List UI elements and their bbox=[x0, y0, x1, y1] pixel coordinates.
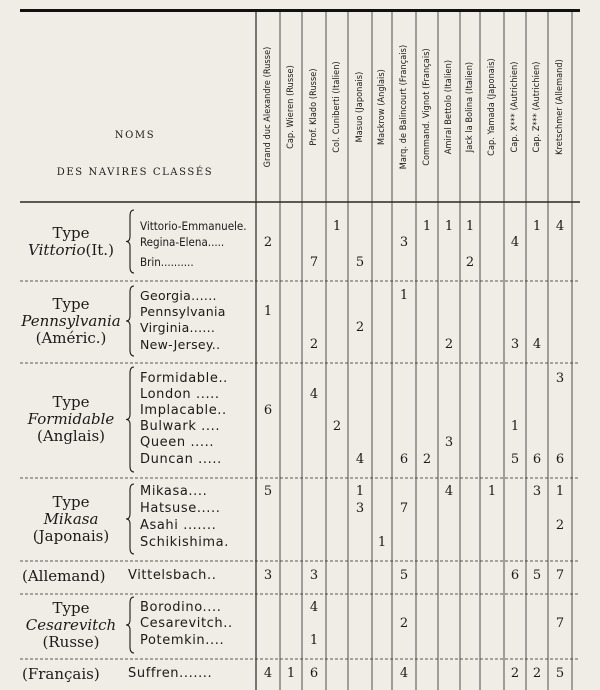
rank-cell: 5 bbox=[510, 452, 520, 467]
type-label-line: (Anglais) bbox=[36, 427, 106, 445]
rank-cell: 6 bbox=[532, 452, 542, 467]
rank-cell: 6 bbox=[263, 403, 273, 418]
column-header-label: Jack la Bolina (Italien) bbox=[465, 61, 475, 153]
rank-cell: 5 bbox=[555, 666, 565, 681]
type-label-line: Type bbox=[52, 492, 90, 511]
top-rule bbox=[20, 9, 580, 12]
rank-cell: 5 bbox=[263, 484, 273, 499]
ship-name: Queen ..... bbox=[140, 435, 215, 450]
column-header bbox=[326, 14, 348, 200]
column-header bbox=[280, 14, 302, 200]
rank-cell: 2 bbox=[263, 235, 273, 250]
rank-cell: 1 bbox=[444, 219, 454, 234]
column-header bbox=[302, 14, 326, 200]
ship-name: London ..... bbox=[140, 387, 220, 402]
rank-cell: 4 bbox=[399, 666, 409, 681]
rank-cell: 3 bbox=[555, 371, 565, 386]
ship-name: Mikasa.... bbox=[140, 484, 208, 499]
rank-cell: 4 bbox=[555, 219, 565, 234]
ship-type-label bbox=[20, 225, 122, 259]
rank-cell: 3 bbox=[309, 568, 319, 583]
type-label-line bbox=[20, 617, 122, 634]
rank-cell: 7 bbox=[399, 501, 409, 516]
rank-cell: 4 bbox=[309, 600, 319, 615]
column-header bbox=[480, 14, 504, 200]
type-name: Formidable bbox=[27, 410, 115, 428]
ship-type-label bbox=[20, 296, 122, 347]
ship-type-label bbox=[20, 494, 122, 545]
rank-cell: 1 bbox=[332, 219, 342, 234]
column-header-label: Command. Vignot (Français) bbox=[422, 48, 432, 166]
rank-cell: 2 bbox=[399, 616, 409, 631]
rank-cell: 1 bbox=[355, 484, 365, 499]
rank-cell: 3 bbox=[355, 501, 365, 516]
rank-cell: 5 bbox=[355, 255, 365, 270]
rank-cell: 3 bbox=[263, 568, 273, 583]
column-header-label: Col. Cuniberti (Italien) bbox=[332, 61, 342, 153]
ship-name: Bulwark .... bbox=[140, 419, 221, 434]
group-brace bbox=[126, 286, 134, 356]
rank-cell: 7 bbox=[309, 255, 319, 270]
rank-cell: 1 bbox=[309, 633, 319, 648]
ship-name: Borodino.... bbox=[140, 600, 222, 615]
column-header-label: Cap. X*** (Autrichien) bbox=[510, 61, 520, 153]
ship-type-label bbox=[20, 394, 122, 445]
column-header bbox=[504, 14, 526, 200]
rank-cell: 4 bbox=[444, 484, 454, 499]
rank-cell: 2 bbox=[510, 666, 520, 681]
rank-cell: 6 bbox=[510, 568, 520, 583]
ship-name: Suffren....... bbox=[128, 666, 213, 681]
column-header bbox=[392, 14, 416, 200]
rank-cell: 1 bbox=[422, 219, 432, 234]
type-label-line: (Japonais) bbox=[32, 526, 110, 545]
rank-cell: 1 bbox=[286, 666, 296, 681]
rank-cell: 7 bbox=[555, 616, 565, 631]
ship-name: Formidable.. bbox=[140, 371, 228, 386]
ship-name: Duncan ..... bbox=[140, 452, 222, 467]
ship-name: Schikishima. bbox=[140, 535, 229, 550]
rank-cell: 3 bbox=[510, 337, 520, 352]
rank-cell: 5 bbox=[399, 568, 409, 583]
column-header-label: Cap. Yamada (Japonais) bbox=[487, 58, 497, 156]
rank-cell: 4 bbox=[309, 387, 319, 402]
group-brace bbox=[126, 367, 134, 472]
column-header bbox=[438, 14, 460, 200]
nation-label: (Allemand) bbox=[22, 567, 106, 585]
type-label-line: Type bbox=[52, 294, 90, 313]
rank-cell: 6 bbox=[399, 452, 409, 467]
rank-cell: 1 bbox=[510, 419, 520, 434]
column-header bbox=[548, 14, 572, 200]
table-title: NOMS bbox=[114, 130, 156, 141]
rank-cell: 1 bbox=[487, 484, 497, 499]
rank-cell: 4 bbox=[510, 235, 520, 250]
type-name: Vittorio bbox=[28, 240, 86, 259]
column-header-label: Masuo (Japonais) bbox=[355, 71, 365, 143]
rank-cell: 6 bbox=[555, 452, 565, 467]
ship-name: Implacable.. bbox=[140, 403, 227, 418]
ship-name: Hatsuse..... bbox=[140, 501, 221, 516]
rank-cell: 4 bbox=[355, 452, 365, 467]
column-header bbox=[256, 14, 280, 200]
rank-cell: 2 bbox=[444, 337, 454, 352]
type-label-line: (Améric.) bbox=[35, 328, 107, 347]
rank-cell: 1 bbox=[465, 219, 475, 234]
column-header-label: Kretschmer (Allemand) bbox=[555, 59, 565, 155]
column-header bbox=[416, 14, 438, 200]
group-brace bbox=[126, 597, 134, 653]
ship-name: Cesarevitch.. bbox=[140, 616, 233, 631]
column-header-label: Amiral Bettolo (Italien) bbox=[444, 59, 454, 155]
type-label-line: Type bbox=[52, 598, 90, 617]
type-name: Pennsylvania bbox=[21, 311, 121, 330]
rank-cell: 2 bbox=[465, 255, 475, 270]
table-subtitle: DES NAVIRES CLASSÉS bbox=[56, 167, 214, 178]
ship-type-label bbox=[20, 600, 122, 651]
ship-name: Brin.......... bbox=[140, 255, 194, 269]
column-header bbox=[372, 14, 392, 200]
column-header-label: Cap. Wieren (Russe) bbox=[286, 65, 296, 149]
type-label-line: (Russe) bbox=[42, 632, 100, 651]
rank-cell: 5 bbox=[532, 568, 542, 583]
rank-cell: 3 bbox=[532, 484, 542, 499]
rank-cell: 2 bbox=[309, 337, 319, 352]
rank-cell: 1 bbox=[399, 288, 409, 303]
ship-name: Pennsylvania bbox=[140, 304, 226, 319]
group-brace bbox=[126, 484, 134, 554]
ship-name: Vittorio-Emmanuele. bbox=[140, 219, 247, 233]
column-header bbox=[348, 14, 372, 200]
type-label-line bbox=[20, 411, 122, 428]
column-header bbox=[526, 14, 548, 200]
rank-cell: 3 bbox=[444, 435, 454, 450]
group-brace bbox=[126, 210, 134, 273]
ship-name: Regina-Elena..... bbox=[140, 235, 225, 249]
type-label-line: Type bbox=[52, 223, 90, 242]
type-label-line bbox=[20, 511, 122, 528]
rank-cell: 2 bbox=[332, 419, 342, 434]
column-header-label: Prof. Klado (Russe) bbox=[309, 68, 319, 146]
rank-cell: 4 bbox=[263, 666, 273, 681]
rank-cell: 7 bbox=[555, 568, 565, 583]
type-nation: (It.) bbox=[85, 240, 114, 259]
rank-cell: 1 bbox=[532, 219, 542, 234]
type-name: Mikasa bbox=[43, 509, 99, 528]
rank-cell: 2 bbox=[422, 452, 432, 467]
rank-cell: 1 bbox=[377, 535, 387, 550]
rank-cell: 2 bbox=[555, 518, 565, 533]
type-name: Cesarevitch bbox=[25, 615, 117, 634]
type-label-line bbox=[20, 313, 122, 330]
column-header-label: Cap. Z*** (Autrichien) bbox=[532, 61, 542, 153]
rank-cell: 2 bbox=[355, 320, 365, 335]
ship-name: Asahi ....... bbox=[140, 518, 217, 533]
ship-name: New-Jersey.. bbox=[140, 337, 221, 352]
type-label-line: Type bbox=[52, 393, 90, 411]
column-header-label: Mackrow (Anglais) bbox=[377, 69, 387, 145]
rank-cell: 4 bbox=[532, 337, 542, 352]
nation-label: (Français) bbox=[22, 665, 100, 683]
rank-cell: 1 bbox=[263, 304, 273, 319]
ship-name: Potemkin.... bbox=[140, 633, 225, 648]
ship-name: Vittelsbach.. bbox=[128, 568, 217, 583]
type-label-line bbox=[20, 242, 122, 259]
rank-cell: 3 bbox=[399, 235, 409, 250]
column-header bbox=[460, 14, 480, 200]
column-header-label: Grand duc Alexandre (Russe) bbox=[263, 46, 273, 168]
column-header-label: Marq. de Balincourt (Français) bbox=[399, 44, 409, 170]
rank-cell: 2 bbox=[532, 666, 542, 681]
ship-name: Georgia...... bbox=[140, 288, 217, 303]
rank-cell: 1 bbox=[555, 484, 565, 499]
rank-cell: 6 bbox=[309, 666, 319, 681]
ship-name: Virginia...... bbox=[140, 320, 216, 335]
